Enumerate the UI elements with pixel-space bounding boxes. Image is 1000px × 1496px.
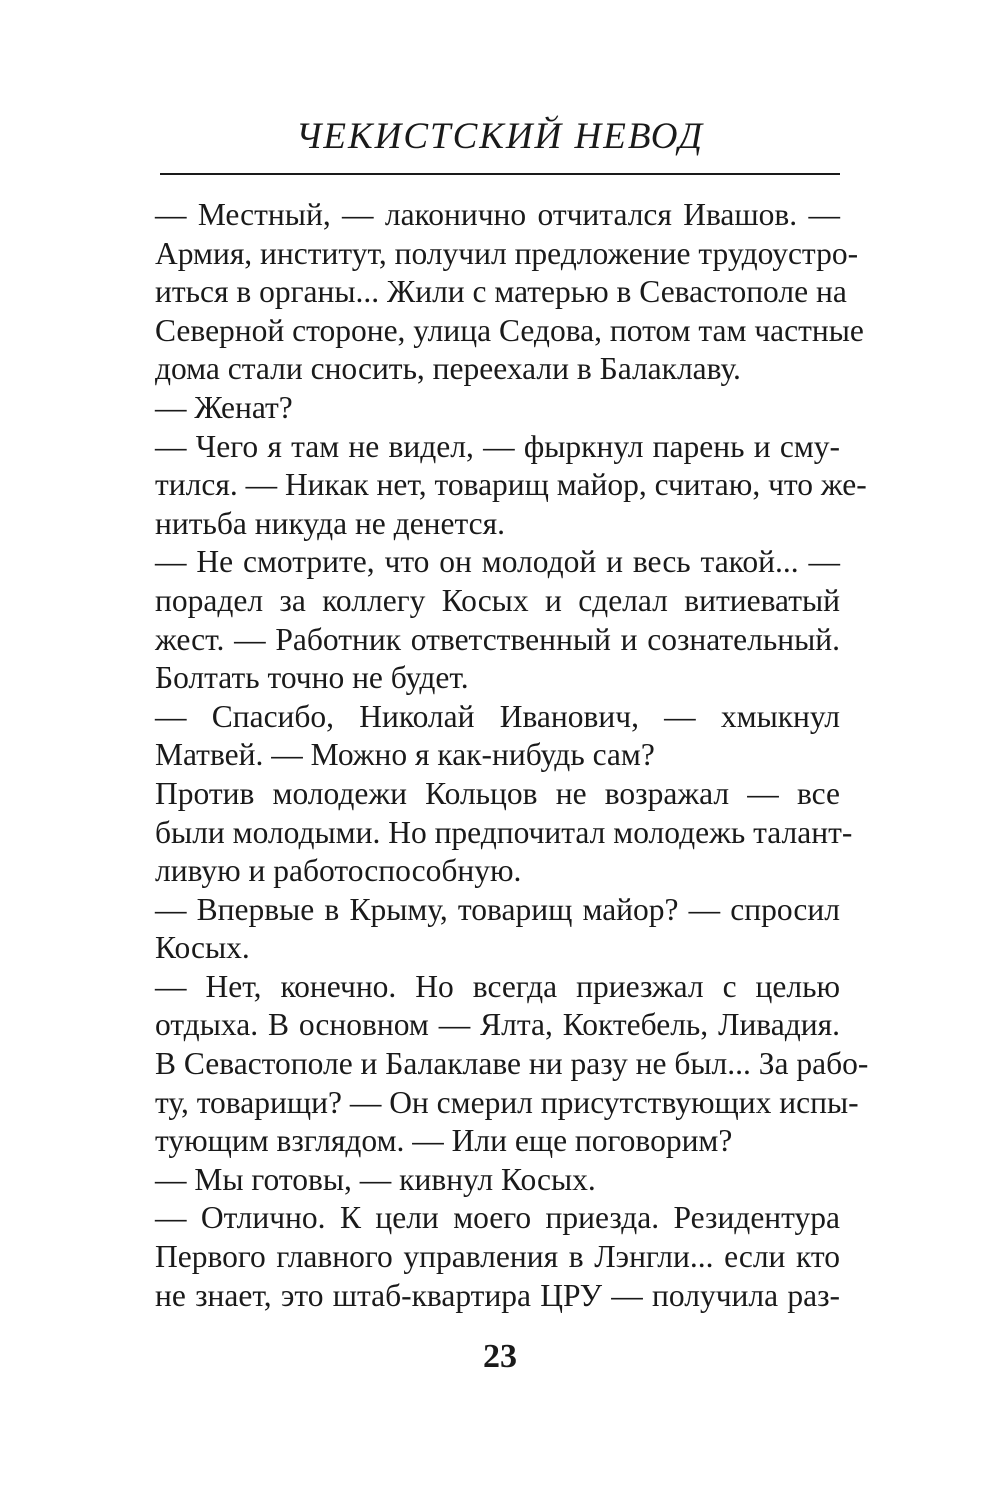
paragraph: [113, 196, 864, 389]
text-line: порадел за коллегу Косых и сделал витиеватый: [155, 582, 840, 618]
paragraph: [113, 1199, 840, 1315]
paragraph: [113, 543, 840, 697]
text-line: Северной стороне, улица Седова, потом там частные: [155, 312, 864, 348]
text-line: отдыха. В основном — Ялта, Коктебель, Ливадия.: [155, 1007, 840, 1043]
text-line: — Женат?: [155, 389, 293, 425]
text-line: — Отлично. К цели моего приезда. Резидентура: [155, 1200, 840, 1236]
text-line: иться в органы... Жили с матерью в Севастополе на: [155, 274, 847, 310]
text-line: Матвей. — Можно я как-нибудь сам?: [155, 737, 655, 773]
text-line: — Не смотрите, что он молодой и весь такой... —: [155, 544, 840, 580]
text-line: — Нет, конечно. Но всегда приезжал с целью: [155, 968, 840, 1004]
paragraph: [113, 968, 869, 1161]
text-line: Первого главного управления в Лэнгли... если кто: [155, 1239, 840, 1275]
text-line: не знает, это штаб-квартира ЦРУ — получила раз-: [155, 1277, 840, 1313]
text-line: тующим взглядом. — Или еще поговорим?: [155, 1123, 733, 1159]
text-line: Болтать точно не будет.: [155, 660, 469, 696]
text-line: — Спасибо, Николай Иванович, — хмыкнул: [155, 698, 840, 734]
text-line: тился. — Никак нет, товарищ майор, считаю, что же-: [155, 467, 867, 503]
text-line: — Мы готовы, — кивнул Косых.: [155, 1161, 596, 1197]
paragraph: [113, 1161, 840, 1200]
text-line: были молодыми. Но предпочитал молодежь талант-: [155, 814, 853, 850]
running-header: ЧЕКИСТСКИЙ НЕВОД: [295, 116, 705, 157]
text-line: ливую и работоспособную.: [155, 853, 522, 889]
text-line: — Чего я там не видел, — фыркнул парень и сму-: [155, 428, 840, 464]
paragraph: [113, 698, 840, 775]
text-line: дома стали сносить, переехали в Балаклаву.: [155, 351, 741, 387]
text-line: жест. — Работник ответственный и сознательный.: [155, 621, 840, 657]
paragraph: [113, 389, 840, 428]
body-text: [113, 196, 869, 1315]
text-line: — Впервые в Крыму, товарищ майор? — спросил: [155, 891, 840, 927]
paragraph: [113, 428, 867, 544]
header-rule: [160, 173, 840, 175]
paragraph: [113, 775, 853, 891]
text-line: — Местный, — лаконично отчитался Ивашов. —: [155, 197, 840, 232]
text-line: Против молодежи Кольцов не возражал — все: [155, 775, 840, 811]
text-line: В Севастополе и Балаклаве ни разу не был... За рабо-: [155, 1046, 869, 1082]
page-number: 23: [483, 1338, 517, 1375]
text-line: нитьба никуда не денется.: [155, 505, 506, 541]
text-line: Армия, институт, получил предложение трудоустро-: [155, 235, 859, 271]
text-line: ту, товарищи? — Он смерил присутствующих испы-: [155, 1084, 859, 1120]
paragraph: [113, 891, 840, 968]
text-line: Косых.: [155, 930, 250, 966]
